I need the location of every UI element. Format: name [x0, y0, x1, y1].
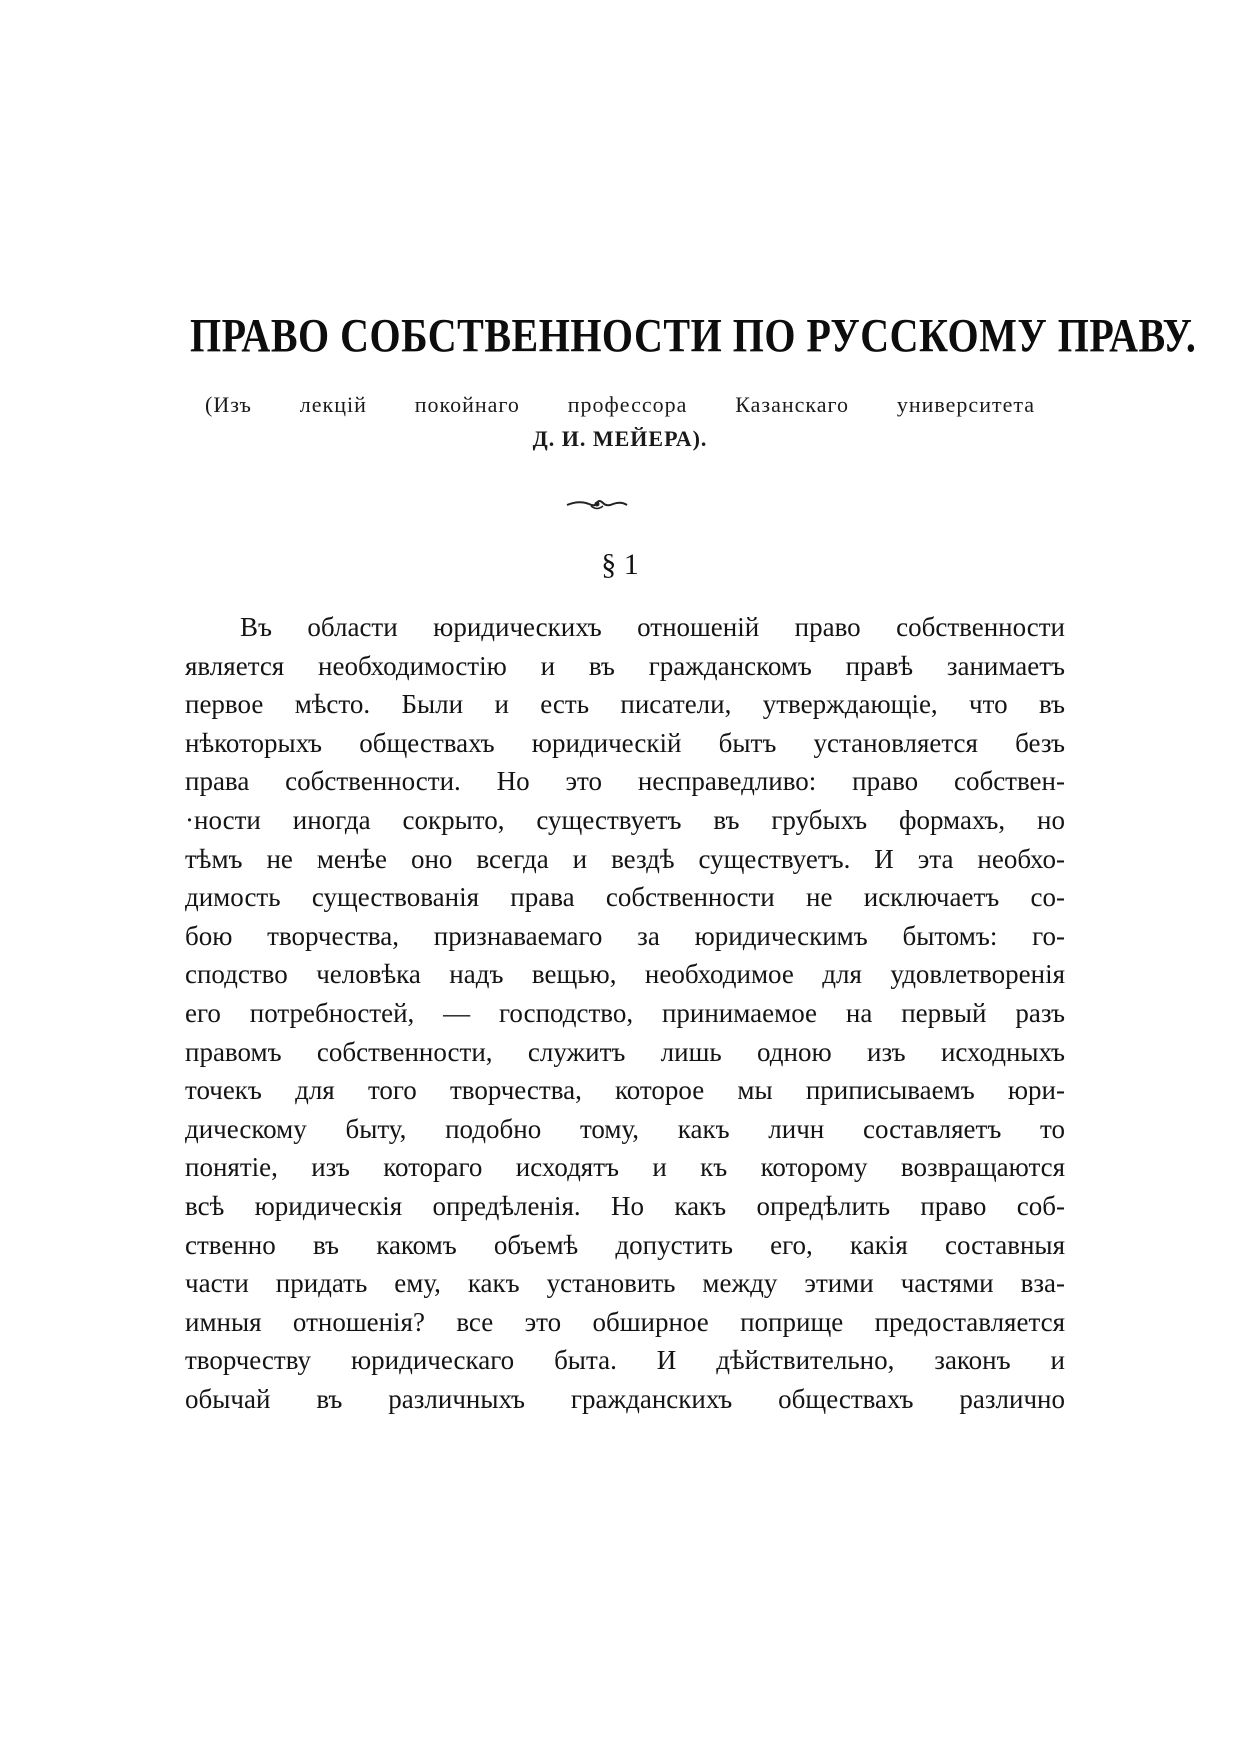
- text-line: ственно въ какомъ объемѣ допустить его, какія составныя: [185, 1229, 1065, 1260]
- paragraph: [185, 608, 1065, 1418]
- text-line: части придать ему, какъ установить между этими частями вза-: [185, 1268, 1065, 1299]
- page-title: ПРАВО СОБСТВЕННОСТИ ПО РУССКОМУ ПРАВУ.: [190, 309, 1197, 363]
- text-line: дическому быту, подобно тому, какъ личн составляетъ то: [185, 1113, 1065, 1144]
- text-line: нѣкоторыхъ обществахъ юридическій бытъ установляется безъ: [185, 727, 1065, 758]
- text-line: обычай въ различныхъ гражданскихъ обществахъ различно: [185, 1383, 1065, 1414]
- section-number: § 1: [601, 548, 639, 581]
- text-line: первое мѣсто. Были и есть писатели, утверждающіе, что въ: [185, 689, 1065, 720]
- text-line: сподство человѣка надъ вещью, необходимое для удовлетворенія: [185, 959, 1065, 990]
- subtitle-line-1: (Изъ лекцій покойнаго профессора Казанскаго университета: [205, 392, 1035, 417]
- text-line: всѣ юридическія опредѣленія. Но какъ опредѣлить право соб-: [185, 1190, 1065, 1221]
- text-line: бою творчества, признаваемаго за юридическимъ бытомъ: го-: [185, 920, 1065, 951]
- text-line: является необходимостію и въ гражданскомъ правѣ занимаетъ: [185, 650, 1065, 681]
- text-line: тѣмъ не менѣе оно всегда и вездѣ существуетъ. И эта необхо-: [185, 843, 1065, 874]
- text-line: димость существованія права собственности не исключаетъ со-: [185, 882, 1065, 913]
- text-line: Въ области юридическихъ отношеній право собственности: [240, 612, 1065, 642]
- text-line: его потребностей, — господство, принимаемое на первый разъ: [185, 997, 1065, 1028]
- subtitle-line-2: Д. И. МЕЙЕРА).: [532, 426, 708, 451]
- text-line: ·ности иногда сокрыто, существуетъ въ грубыхъ формахъ, но: [185, 804, 1065, 835]
- text-line: имныя отношенія? все это обширное поприще предоставляется: [185, 1306, 1065, 1337]
- ornament-divider-icon: [565, 494, 629, 514]
- text-line: правомъ собственности, служитъ лишь одною изъ исходныхъ: [185, 1036, 1065, 1067]
- text-line: творчеству юридическаго быта. И дѣйствительно, законъ и: [185, 1345, 1065, 1376]
- text-line: точекъ для того творчества, которое мы приписываемъ юри-: [185, 1075, 1065, 1106]
- text-line: права собственности. Но это несправедливо: право собствен-: [185, 766, 1065, 797]
- text-line: понятіе, изъ котораго исходятъ и къ которому возвращаются: [185, 1152, 1065, 1183]
